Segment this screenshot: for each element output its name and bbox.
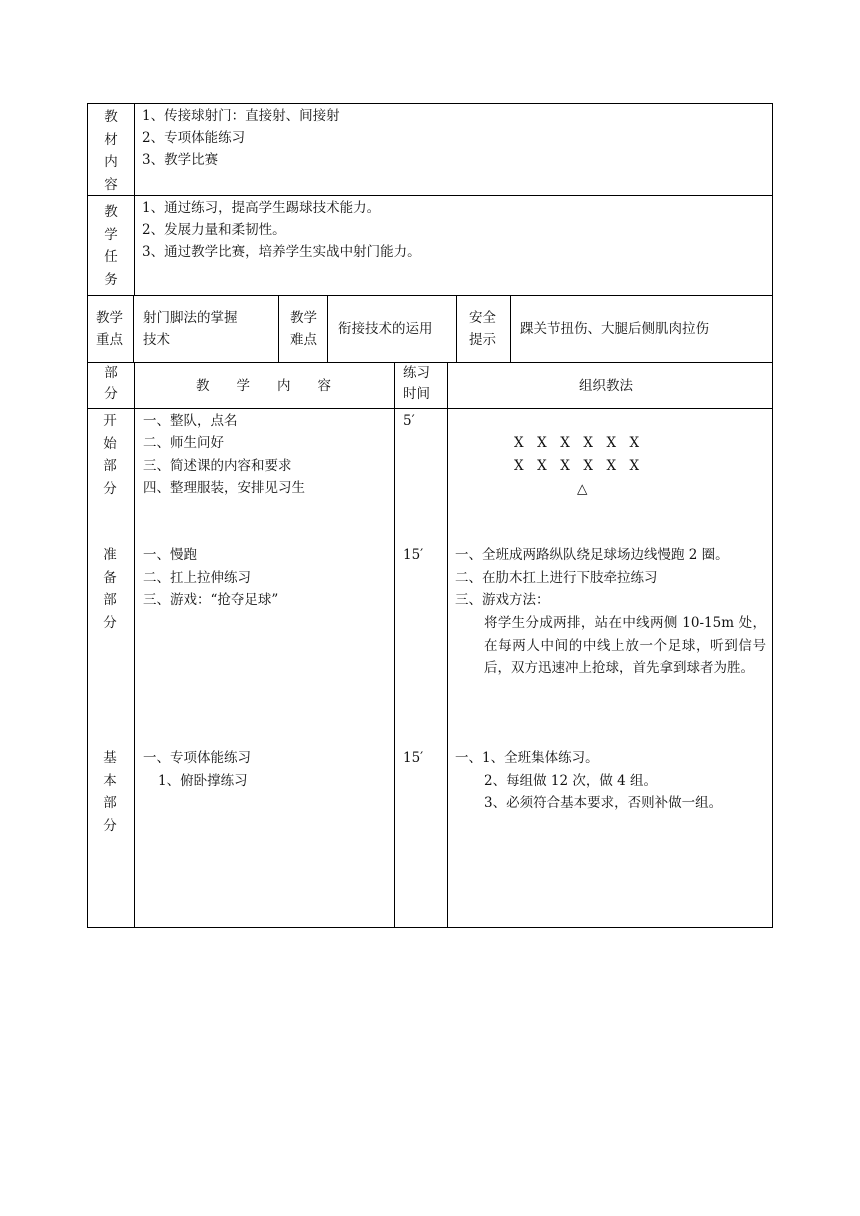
header-method: 组织教法 bbox=[579, 378, 633, 394]
safety-text: 踝关节扭伤、大腿后侧肌肉拉伤 bbox=[520, 321, 709, 337]
prep-content-item: 二、扛上拉伸练习 bbox=[143, 570, 251, 586]
basic-section-label: 基 本 部 分 bbox=[103, 750, 117, 834]
start-content-item: 四、整理服装，安排见习生 bbox=[143, 480, 305, 496]
formation-row: X X X X X X bbox=[514, 458, 640, 474]
col-divider bbox=[134, 103, 135, 295]
start-content-item: 三、简述课的内容和要求 bbox=[143, 458, 292, 474]
difficulty-label: 教学 难点 bbox=[290, 310, 317, 348]
materials-item: 1、传接球射门：直接射、间接射 bbox=[142, 108, 340, 124]
basic-method-item: 3、必须符合基本要求，否则补做一组。 bbox=[484, 795, 723, 811]
basic-time: 15′ bbox=[403, 750, 424, 766]
prep-content-item: 三、游戏：“抢夺足球” bbox=[143, 592, 279, 608]
basic-method-item: 2、每组做 12 次，做 4 组。 bbox=[484, 773, 658, 789]
col-divider bbox=[133, 295, 134, 362]
prep-section-label: 准 备 部 分 bbox=[103, 547, 117, 631]
row-divider bbox=[87, 408, 773, 409]
tasks-label: 教 学 任 务 bbox=[104, 204, 118, 288]
difficulty-text: 衔接技术的运用 bbox=[338, 321, 433, 337]
prep-content-item: 一、慢跑 bbox=[143, 547, 197, 563]
start-section-label: 开 始 部 分 bbox=[103, 413, 117, 497]
header-time: 练习 时间 bbox=[403, 365, 430, 402]
safety-label: 安全 提示 bbox=[469, 310, 496, 348]
prep-method-item: 一、全班成两路纵队绕足球场边线慢跑 2 圈。 bbox=[455, 547, 729, 563]
col-divider bbox=[447, 362, 448, 928]
tasks-item: 2、发展力量和柔韧性。 bbox=[142, 222, 286, 238]
header-part: 部 分 bbox=[104, 365, 118, 402]
col-divider bbox=[134, 362, 135, 928]
tasks-item: 1、通过练习，提高学生踢球技术能力。 bbox=[142, 200, 381, 216]
formation-row: X X X X X X bbox=[514, 435, 640, 451]
prep-time: 15′ bbox=[403, 547, 424, 563]
materials-item: 2、专项体能练习 bbox=[142, 130, 246, 146]
col-divider bbox=[278, 295, 279, 362]
header-content: 教 学 内 容 bbox=[196, 378, 331, 394]
teacher-symbol: △ bbox=[577, 481, 588, 497]
focus-label: 教学 重点 bbox=[96, 310, 123, 348]
row-divider bbox=[87, 295, 773, 296]
col-divider bbox=[510, 295, 511, 362]
tasks-item: 3、通过教学比赛，培养学生实战中射门能力。 bbox=[142, 244, 421, 260]
col-divider bbox=[456, 295, 457, 362]
col-divider bbox=[327, 295, 328, 362]
start-time: 5′ bbox=[403, 413, 415, 429]
start-content-item: 一、整队，点名 bbox=[143, 413, 238, 429]
prep-method-item: 二、在肋木扛上进行下肢牵拉练习 bbox=[455, 570, 658, 586]
focus-text: 射门脚法的掌握 技术 bbox=[143, 310, 238, 348]
basic-method-item: 一、1、全班集体练习。 bbox=[455, 750, 599, 766]
basic-content-item: 1、俯卧撑练习 bbox=[158, 773, 248, 789]
row-divider bbox=[87, 195, 773, 196]
start-content-item: 二、师生问好 bbox=[143, 435, 224, 451]
prep-method-item: 三、游戏方法： bbox=[455, 592, 550, 608]
col-divider bbox=[394, 362, 395, 928]
basic-content-item: 一、专项体能练习 bbox=[143, 750, 251, 766]
materials-label: 教 材 内 容 bbox=[104, 109, 118, 193]
game-description: 将学生分成两排，站在中线两侧 10-15m 处，在每两人中间的中线上放一个足球，听到信号后，双方迅速冲上抢球，首先拿到球者为胜。 bbox=[484, 615, 766, 676]
row-divider bbox=[87, 362, 773, 363]
materials-item: 3、教学比赛 bbox=[142, 152, 219, 168]
